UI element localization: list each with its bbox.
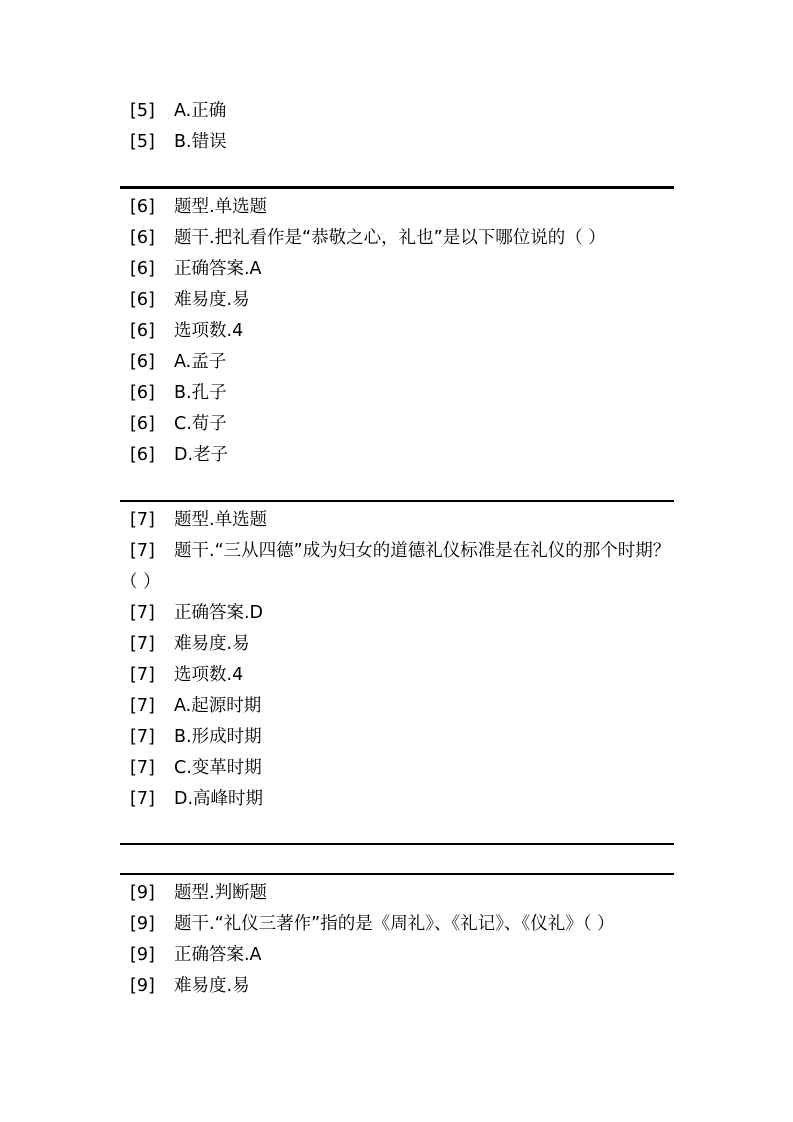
question-block-5 <box>120 96 674 158</box>
question-line: [6] 题干.把礼看作是“恭敬之心，礼也”是以下哪位说的（ ） <box>130 228 606 248</box>
option-line: [6] B.孔子 <box>130 383 227 403</box>
question-line: [7] 正确答案.D <box>130 603 264 623</box>
option-line: [6] D.老子 <box>130 445 229 465</box>
option-text: B.错误 <box>174 132 227 152</box>
question-line: [6] 选项数.4 <box>130 321 244 341</box>
question-block-9 <box>120 878 674 1002</box>
question-stem: [7] 题干.“三从四德”成为妇女的道德礼仪标准是在礼仪的那个时期？（ ） <box>120 541 671 592</box>
question-line: [6] 题型.单选题 <box>130 197 268 217</box>
option-line: [6] A.孟子 <box>130 352 227 372</box>
question-line: [9] 正确答案.A <box>130 945 262 965</box>
question-block-7 <box>120 505 674 815</box>
question-block-6 <box>120 192 674 471</box>
question-line: [6] 正确答案.A <box>130 259 262 279</box>
option-line: [5] B.错误 <box>130 132 227 152</box>
option-line: [7] D.高峰时期 <box>130 789 264 809</box>
question-line: [9] 难易度.易 <box>130 976 250 996</box>
document-page <box>120 96 674 1002</box>
question-stem: [9] 题干.“礼仪三著作”指的是《周礼》、《礼记》、《仪礼》（ ） <box>130 914 615 934</box>
question-line: [7] 难易度.易 <box>130 634 250 654</box>
question-line: [9] 题型.判断题 <box>130 883 268 903</box>
option-line: [7] B.形成时期 <box>130 727 262 747</box>
question-line: [7] 选项数.4 <box>130 665 244 685</box>
question-line: [6] 难易度.易 <box>130 290 250 310</box>
option-text: A.正确 <box>174 101 227 121</box>
option-line: [7] C.变革时期 <box>130 758 262 778</box>
option-line: [5] A.正确 <box>130 101 227 121</box>
option-line: [7] A.起源时期 <box>130 696 262 716</box>
option-line: [6] C.荀子 <box>130 414 227 434</box>
question-line: [7] 题型.单选题 <box>130 510 268 530</box>
